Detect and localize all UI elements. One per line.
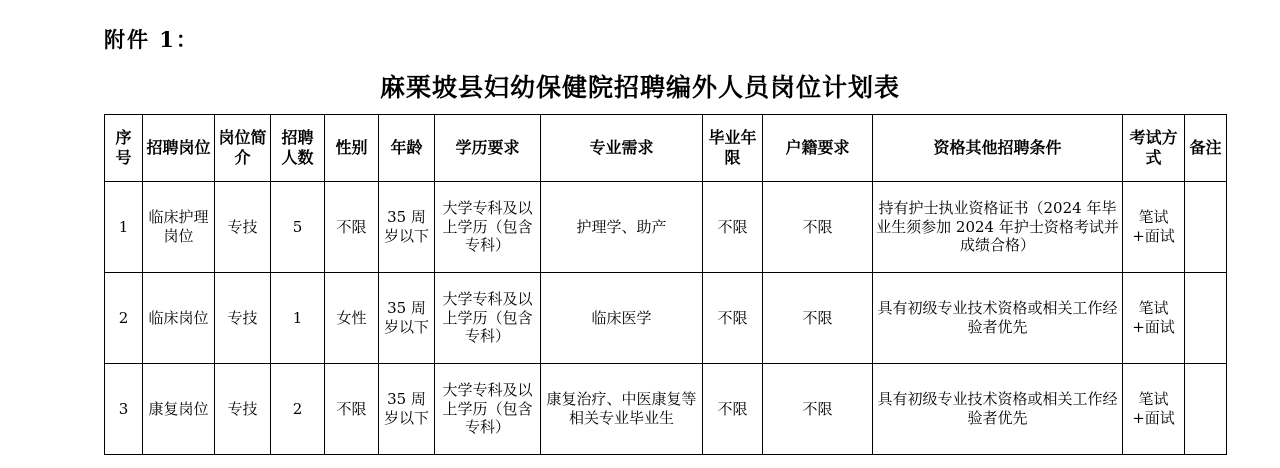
cell-household: 不限 (763, 364, 873, 455)
column-header-major: 专业需求 (541, 115, 703, 182)
cell-seq: 2 (105, 273, 143, 364)
cell-graduation: 不限 (703, 273, 763, 364)
cell-remark (1185, 364, 1227, 455)
cell-seq: 1 (105, 182, 143, 273)
cell-graduation: 不限 (703, 182, 763, 273)
cell-exam: 笔试+面试 (1123, 273, 1185, 364)
column-header-other: 资格其他招聘条件 (873, 115, 1123, 182)
cell-education: 大学专科及以上学历（包含专科） (435, 273, 541, 364)
column-header-sex: 性别 (325, 115, 379, 182)
cell-household: 不限 (763, 182, 873, 273)
cell-post: 临床护理岗位 (143, 182, 215, 273)
cell-post: 康复岗位 (143, 364, 215, 455)
cell-sex: 不限 (325, 364, 379, 455)
column-header-age: 年龄 (379, 115, 435, 182)
column-header-household: 户籍要求 (763, 115, 873, 182)
cell-number: 2 (271, 364, 325, 455)
cell-sex: 不限 (325, 182, 379, 273)
table-header-row (105, 115, 1227, 182)
cell-major: 康复治疗、中医康复等相关专业毕业生 (541, 364, 703, 455)
cell-education: 大学专科及以上学历（包含专科） (435, 182, 541, 273)
column-header-remark: 备注 (1185, 115, 1227, 182)
cell-remark (1185, 273, 1227, 364)
cell-other: 持有护士执业资格证书（2024 年毕业生须参加 2024 年护士资格考试并成绩合格） (873, 182, 1123, 273)
cell-category: 专技 (215, 364, 271, 455)
cell-household: 不限 (763, 273, 873, 364)
column-header-category: 岗位简介 (215, 115, 271, 182)
plan-table-container (104, 114, 1222, 455)
cell-number: 1 (271, 273, 325, 364)
column-header-number: 招聘人数 (271, 115, 325, 182)
cell-other: 具有初级专业技术资格或相关工作经验者优先 (873, 364, 1123, 455)
cell-age: 35 周岁以下 (379, 364, 435, 455)
table-row (105, 182, 1227, 273)
cell-graduation: 不限 (703, 364, 763, 455)
attachment-label: 附件 1： (104, 27, 199, 52)
column-header-graduation: 毕业年限 (703, 115, 763, 182)
cell-education: 大学专科及以上学历（包含专科） (435, 364, 541, 455)
table-row (105, 364, 1227, 455)
recruitment-plan-table (104, 114, 1227, 455)
cell-age: 35 周岁以下 (379, 273, 435, 364)
cell-post: 临床岗位 (143, 273, 215, 364)
column-header-seq: 序号 (105, 115, 143, 182)
cell-category: 专技 (215, 273, 271, 364)
table-row (105, 273, 1227, 364)
column-header-post: 招聘岗位 (143, 115, 215, 182)
cell-sex: 女性 (325, 273, 379, 364)
cell-category: 专技 (215, 182, 271, 273)
cell-major: 临床医学 (541, 273, 703, 364)
cell-exam: 笔试+面试 (1123, 182, 1185, 273)
column-header-exam: 考试方式 (1123, 115, 1185, 182)
cell-major: 护理学、助产 (541, 182, 703, 273)
column-header-education: 学历要求 (435, 115, 541, 182)
cell-remark (1185, 182, 1227, 273)
cell-age: 35 周岁以下 (379, 182, 435, 273)
cell-number: 5 (271, 182, 325, 273)
cell-exam: 笔试+面试 (1123, 364, 1185, 455)
cell-seq: 3 (105, 364, 143, 455)
cell-other: 具有初级专业技术资格或相关工作经验者优先 (873, 273, 1123, 364)
page-title: 麻栗坡县妇幼保健院招聘编外人员岗位计划表 (379, 73, 900, 102)
